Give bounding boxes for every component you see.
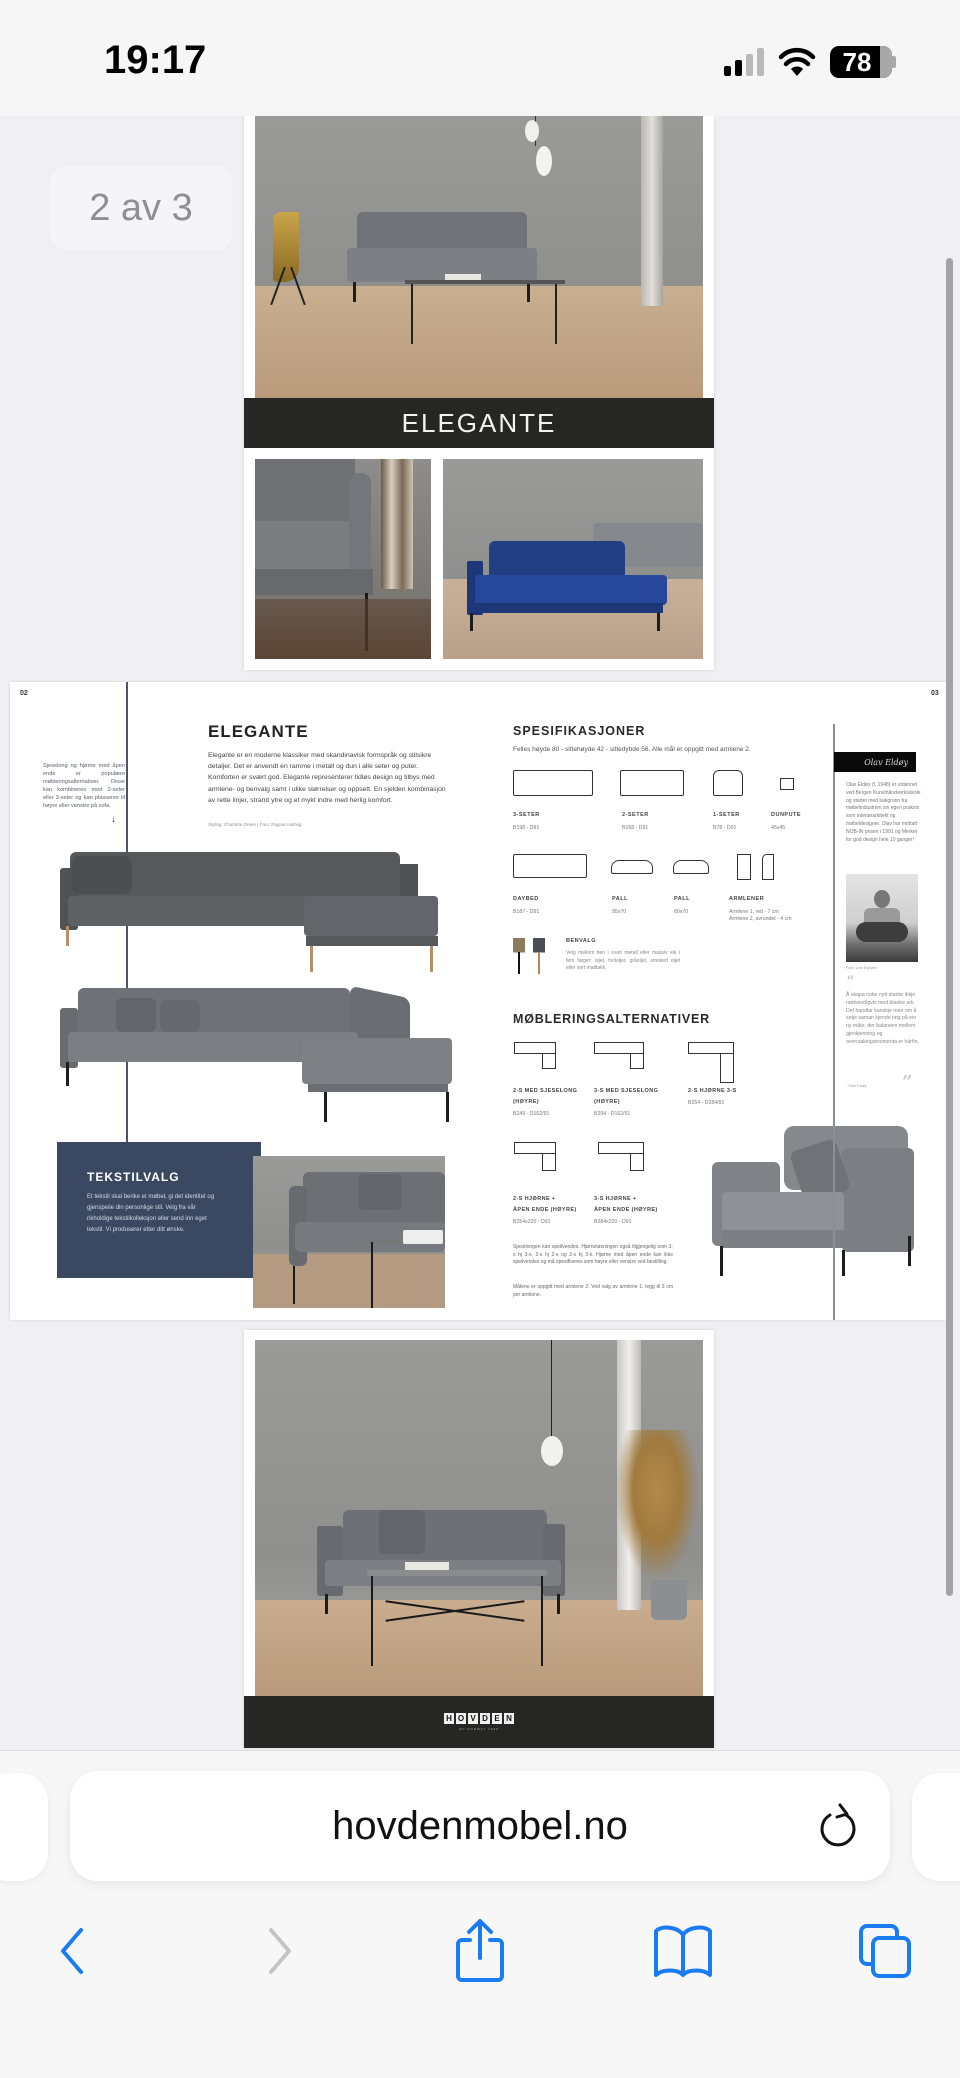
spec-dims: B78 - D91: [713, 825, 737, 831]
tekstilvalg-text: Et tekstil skal berike et møbel, gi det identitet og gjenspeile din personlige stil. Velg fra vår rikholdige tekstilkolleksjon eller send inn eget tekstil. Vi produserer etter ditt ønske.: [87, 1194, 215, 1233]
quote-close-icon: ”: [902, 1072, 913, 1093]
mob-label-2: (HØYRE): [513, 1099, 540, 1105]
mob-label-2: ÅPEN ENDE (HØYRE): [594, 1207, 658, 1213]
status-bar: [0, 0, 960, 116]
book-icon: [652, 1923, 714, 1979]
reload-icon[interactable]: [816, 1801, 860, 1851]
browser-bottom-bar: [0, 1750, 960, 2078]
brand-footer: [244, 1696, 714, 1748]
page-number-right: 03: [931, 690, 939, 697]
mob-label: 3-S MED SJESELONG: [594, 1088, 659, 1094]
mob-label: 2-S HJØRNE +: [513, 1196, 556, 1202]
spec-dims: 95x70: [612, 909, 627, 915]
drawing-3s-hjorne-apen-side: [630, 1153, 644, 1171]
drawing-2s-hjorne-apen-side: [542, 1153, 556, 1171]
logo-letter: D: [480, 1713, 490, 1724]
spec-label: PALL: [674, 896, 690, 902]
share-icon: [454, 1918, 506, 1984]
wifi-icon: [778, 47, 816, 77]
spec-dims: 45x45: [771, 825, 786, 831]
status-time: 19:17: [104, 38, 207, 82]
tabs-button[interactable]: [846, 1906, 926, 1996]
spec-label: DAYBED: [513, 896, 539, 902]
logo-tagline: EN NORWAY 1946: [459, 1727, 499, 1731]
mob-label: 2-S MED SJESELONG: [513, 1088, 578, 1094]
spec-label: 3-SETER: [513, 812, 540, 818]
drawing-daybed: [513, 854, 587, 878]
spec-dims: Armlene 1, rett - 7 cm: [729, 909, 779, 915]
product-title: ELEGANTE: [208, 722, 309, 741]
browser-toolbar: [0, 1906, 960, 1996]
spec-label: PALL: [612, 896, 628, 902]
drawing-dunpute: [780, 778, 794, 790]
designer-bio: Olav Eldøy (f. 1948) er utdannet ved Bergen Kunsthåndverksskole og startet med bakgrunn fra møbelindustrien sin egen praksis som interiørarkitekt og møbeldesigner. Olav har mottatt NOB-IN prisen i 1991 og Merket for god design hele 10 ganger!: [846, 782, 921, 843]
drawing-pall-80: [673, 860, 709, 874]
product-banner: ELEGANTE: [244, 398, 714, 448]
designer-signature: Olav Eldøy: [834, 752, 916, 772]
designer-photo: [846, 874, 918, 962]
mob-dims: B284x220 - D91: [594, 1219, 632, 1225]
mob-note-1: Sjeselongen kan speilvendes. Hjørneløsningen også tilgjengelig som 3-s hj 3-s, 2-s hj 2-s og 2-s hj 3-s. Hjørne med åpen ende kan ikke speilvendes og må spesifiseres som høyre eller venstre ved bestilling.: [513, 1244, 673, 1266]
mob-label: 3-S HJØRNE +: [594, 1196, 637, 1202]
living-room-sofa-photo: [255, 1340, 703, 1696]
logo-letter: V: [468, 1713, 478, 1724]
drawing-pall-95: [611, 860, 653, 874]
hero-sofa-photo: [255, 116, 703, 398]
mob-note-2: Målene er oppgitt med armlene 2. Ved valg av armlene 1, legg til 3 cm per armlene.: [513, 1284, 673, 1298]
spec-label: DUNPUTE: [771, 812, 802, 818]
armchair-photo: [712, 1126, 922, 1276]
logo-letter: N: [504, 1713, 514, 1724]
quote-author: - Olav Eldøy: [846, 1084, 867, 1088]
spec-label: 1-SETER: [713, 812, 740, 818]
drawing-2s-hjorne-3s-side: [720, 1053, 734, 1083]
mob-label-2: ÅPEN ENDE (HØYRE): [513, 1207, 577, 1213]
mob-dims: B254 - D284/91: [688, 1100, 725, 1106]
mob-label-2: (HØYRE): [594, 1099, 621, 1105]
spec-dims: B198 - D91: [513, 825, 540, 831]
benvalg-text: Velg mellom ben i svart metall eller massiv eik i fem farger: oljet, hvitoljet, gråoljet, smoked oljet eller sort mattlakk.: [566, 950, 680, 971]
tekstilvalg-title: TEKSTILVALG: [87, 1170, 180, 1184]
photo-credit: Styling: Charlotte Green | Foto: Ragnar Hartvig: [208, 822, 302, 827]
specs-title: SPESIFIKASJONER: [513, 724, 646, 738]
corner-sofa-open-end-photo: [60, 988, 460, 1138]
forward-button[interactable]: [240, 1906, 320, 1996]
sofa-detail-photo: [253, 1156, 445, 1308]
spec-label: ARMLENER: [729, 896, 765, 902]
mob-label: 2-S HJØRNE 3-S: [688, 1088, 737, 1094]
drawing-3s-sjeselong-chaise: [630, 1053, 644, 1069]
back-button[interactable]: [32, 1906, 112, 1996]
next-tab-peek[interactable]: [912, 1773, 960, 1881]
logo-letter: H: [444, 1713, 454, 1724]
url-text[interactable]: hovdenmobel.no: [332, 1803, 628, 1848]
share-button[interactable]: [440, 1906, 520, 1996]
drawing-2s-sjeselong-chaise: [542, 1053, 556, 1069]
hovden-logo: [444, 1713, 514, 1724]
scrollbar[interactable]: [946, 258, 953, 1596]
specs-subtitle: Felles høyde 80 - sittehøyde 42 - sittedybde 56. Alle mål er oppgitt med armlene 2.: [513, 746, 751, 753]
address-bar[interactable]: [70, 1771, 890, 1881]
drawing-armlene-1: [737, 854, 751, 880]
chevron-left-icon: [57, 1926, 87, 1976]
mob-dims: B254x220 - D91: [513, 1219, 551, 1225]
spec-dims: B168 - D91: [622, 825, 649, 831]
drawing-2-seter: [620, 770, 684, 796]
divider-line-right: [833, 724, 835, 1320]
tekstilvalg-box: [57, 1142, 261, 1278]
spec-dims: B187 - D91: [513, 909, 540, 915]
product-intro: Elegante er en moderne klassiker med skandinavisk formspråk og stilsikre detaljer. Det er anvendt en ramme i metall og dun i alle seter og puter. Komforten er svært god. Elegante representerer tidløs design og tilbys med armlene- og benvalg samt i ulike størrelser og oppsett. En sjelden kombinasjon av rette linjer, stramt ytre og et mykt indre med herlig komfort.: [208, 752, 446, 804]
page-number-left: 02: [20, 690, 28, 697]
spec-dims: 80x70: [674, 909, 689, 915]
battery-icon: [830, 46, 892, 78]
pdf-page-1: [244, 116, 714, 670]
mob-dims: B294 - D162/91: [594, 1111, 631, 1117]
pdf-page-2-spread: [10, 682, 946, 1320]
quote-open-icon: “: [846, 972, 855, 991]
battery-level: 78: [842, 46, 872, 77]
benvalg-title: BENVALG: [566, 938, 596, 944]
detail-armrest-photo: [255, 459, 431, 659]
pdf-page-3: [244, 1330, 714, 1748]
tabs-icon: [857, 1922, 915, 1980]
page-indicator: 2 av 3: [50, 166, 232, 250]
drawing-1-seter: [713, 770, 743, 796]
designer-photo-caption: Foto: Line Eghølle: [846, 966, 877, 970]
spec-dims-2: Armlene 2, avrundet - 4 cm: [729, 916, 792, 922]
blue-daybed-photo: [443, 459, 703, 659]
arrow-down-icon: ↓: [111, 814, 116, 825]
mob-dims: B249 - D162/91: [513, 1111, 550, 1117]
cellular-signal-icon: [724, 48, 764, 76]
sectional-sofa-chaise-photo: [60, 852, 450, 972]
bookmarks-button[interactable]: [643, 1906, 723, 1996]
logo-letter: O: [457, 1714, 465, 1723]
side-note: Sjeselong og hjørne med åpen ende er populære møbleringsalternativer. Disse kan kombineres med 2-seter eller 3-seter og kan plasseres til høyre eller venstre på sofa.: [43, 763, 125, 809]
drawing-3-seter: [513, 770, 593, 796]
previous-tab-peek[interactable]: [0, 1773, 48, 1881]
chevron-right-icon: [265, 1926, 295, 1976]
mobleringsalternativer-title: MØBLERINGSALTERNATIVER: [513, 1012, 710, 1026]
status-icons: [724, 46, 896, 78]
spec-label: 2-SETER: [622, 812, 649, 818]
drawing-armlene-2: [762, 854, 774, 880]
logo-letter: E: [492, 1713, 502, 1724]
designer-quote: Å skapa noko nytt startar ikkje nødvendigvis med blanke ark. Det handlar kanskje meir om å setje saman kjende ting på ein ny måte, der balansen mellom gjenkjenning og overraskingsmomenta er härfin.: [846, 992, 919, 1045]
